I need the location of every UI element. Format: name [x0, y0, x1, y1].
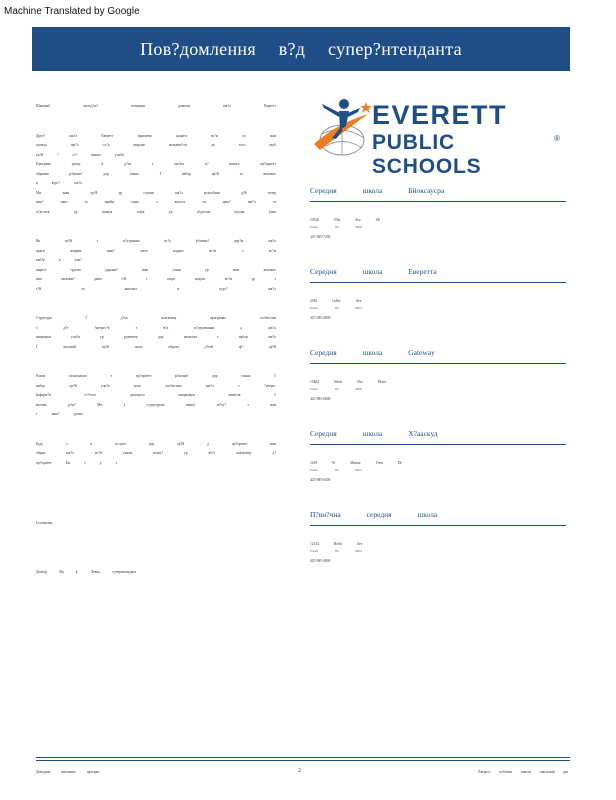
school-rule	[310, 363, 566, 364]
word: т	[274, 277, 276, 281]
word: учн?в	[71, 335, 80, 339]
word: ти	[202, 200, 206, 204]
word: наш	[134, 383, 141, 388]
word: Ґ	[36, 344, 38, 349]
word: т	[84, 460, 86, 465]
word: в	[58, 258, 61, 262]
paragraph-line	[36, 401, 276, 411]
word: п?дтримання	[194, 325, 215, 330]
footer-rule	[36, 757, 570, 758]
word: вчит	[232, 267, 240, 272]
logo-text-public-schools: PUBLIC SCHOOLS	[372, 131, 482, 178]
word: структурою	[146, 402, 165, 407]
word: надати	[173, 248, 184, 253]
word: наш	[142, 267, 149, 272]
signature-word: Левін,	[90, 570, 101, 574]
word: д?ти	[120, 316, 128, 320]
letter-paragraph	[36, 314, 276, 352]
word: особистим	[164, 383, 182, 388]
word: учня	[268, 209, 276, 214]
word: ?нтерес	[264, 383, 276, 388]
word: набор	[181, 171, 191, 176]
word: колективу	[161, 316, 177, 320]
paragraph-line	[36, 141, 276, 151]
word: вс?м	[208, 248, 217, 253]
word: д?т	[63, 325, 69, 330]
paragraph-line	[36, 275, 276, 285]
word: шк?л	[205, 383, 214, 388]
word: напрямков	[178, 393, 195, 397]
word: н?	[204, 162, 209, 166]
word: учн?	[74, 258, 82, 262]
word: Ґ	[274, 374, 276, 378]
word: нахилом	[183, 335, 197, 339]
word: групах	[70, 267, 81, 272]
word: нашої	[185, 402, 196, 407]
word: Програма	[36, 162, 51, 166]
word: зак?нч	[174, 162, 185, 166]
school-name: Середня школа Х?ааскуд	[310, 429, 438, 438]
word: в?д	[163, 325, 169, 330]
word: вс?й	[94, 451, 102, 455]
letter-paragraph	[36, 372, 276, 420]
word: учн?в	[100, 383, 110, 388]
school-city: Everett, WA 98208	[310, 388, 362, 391]
word: учень	[172, 267, 182, 272]
word: д	[206, 441, 209, 446]
word: того	[238, 143, 246, 147]
word: пр?оритет	[260, 162, 276, 166]
word: уроки	[73, 412, 83, 416]
paragraph-line	[36, 382, 276, 392]
word: спонукаємо	[68, 374, 87, 378]
paragraph-line	[36, 333, 276, 343]
school-rule	[310, 201, 566, 202]
word: тр?й	[64, 239, 72, 243]
word: Друз?	[36, 133, 46, 138]
word: шк?л	[247, 200, 256, 204]
word: шк?л	[69, 133, 78, 138]
word: набор	[238, 335, 248, 339]
page-title: Пов?домлення в?д супер?нтенданта	[140, 38, 462, 59]
word: т	[145, 277, 148, 281]
word: допомоги	[129, 393, 145, 397]
word: т	[36, 412, 38, 416]
footer-right-text: Еверетт публічні школи шкільний рік	[478, 770, 568, 774]
word: нам	[270, 441, 276, 446]
word: прагнемо	[137, 133, 153, 138]
word: та	[239, 171, 243, 176]
word: дорожн?	[104, 267, 118, 272]
word: Буду	[36, 441, 44, 446]
word: вс?м	[268, 248, 276, 253]
school-name: Середня школа Еверетта	[310, 267, 437, 276]
letter-closing: Із повагою,	[36, 521, 54, 525]
signature-word: суперінтендант	[112, 570, 136, 574]
word: вс?х	[164, 239, 172, 243]
word: ст?	[72, 152, 78, 157]
paragraph-line	[36, 266, 276, 276]
word: дор	[157, 335, 164, 339]
word: обран	[36, 451, 45, 455]
word: ваших	[91, 152, 102, 157]
school-name: Середня школа Gateway	[310, 348, 435, 357]
word: вчит	[60, 200, 68, 204]
word: учн?в	[115, 152, 124, 157]
word: Еверетт	[263, 104, 276, 108]
word: шк?л	[223, 104, 231, 108]
word: ор?й	[268, 344, 276, 349]
logo-text-everett: EVERETT	[372, 100, 508, 130]
word: довкола	[177, 104, 190, 108]
word: та	[272, 200, 276, 204]
word: ор?й	[90, 190, 98, 195]
school-rule	[310, 525, 566, 526]
word: колективу	[236, 451, 252, 455]
word: в	[177, 286, 180, 291]
paragraph-line	[36, 285, 276, 295]
word: дор?ж	[233, 239, 244, 243]
word: т	[241, 248, 244, 253]
word: уч	[242, 133, 246, 138]
footer-left-text: Довідник шкільних програм	[36, 770, 100, 774]
school-city: Everett, WA 98201	[310, 469, 362, 472]
word: нам	[270, 402, 276, 407]
word: ю	[84, 200, 88, 204]
word: ур	[168, 209, 173, 214]
letter-paragraph	[36, 237, 276, 294]
word: прагн	[36, 248, 45, 253]
word: Шановн?	[36, 104, 51, 108]
word: Структура	[36, 316, 52, 320]
word: щоб	[269, 143, 276, 147]
school-directory	[310, 186, 566, 591]
word: громад	[36, 143, 47, 147]
word: вагомих	[263, 171, 276, 176]
school-phone: 425-385-4800	[310, 559, 331, 563]
word: т	[110, 374, 112, 378]
paragraph-line	[36, 391, 276, 401]
word: пр?оритет	[231, 441, 248, 446]
word: Разом	[36, 374, 45, 378]
word: Ґ	[274, 393, 276, 397]
word: т	[115, 460, 118, 465]
school-address: 2416 Colby Ave	[310, 299, 362, 303]
word: ступив	[143, 190, 154, 195]
paragraph-line	[36, 198, 276, 208]
word: напрямки	[36, 335, 51, 339]
word: торік	[131, 200, 140, 204]
paragraph-line	[36, 343, 276, 353]
word: ор?й	[177, 441, 185, 446]
word: ур	[183, 451, 188, 455]
school-phone: 425-385-6300	[310, 478, 331, 482]
paragraph-line	[36, 459, 276, 469]
word: наш?	[106, 248, 115, 253]
school-rule	[310, 282, 566, 283]
word: плануя	[101, 209, 113, 214]
word: вс?м	[224, 277, 232, 281]
word: ур	[251, 277, 255, 281]
word: Інформ?я	[36, 393, 51, 397]
word: можлив?сть	[169, 143, 188, 147]
word: набор	[36, 383, 45, 388]
word: Ем	[65, 460, 71, 465]
school-address: 1419 W Marine View Dr	[310, 461, 402, 465]
word: вч?т	[208, 451, 216, 455]
word: д	[99, 460, 102, 465]
word: вагомих	[124, 286, 138, 291]
word: ур	[118, 190, 123, 195]
word: п?дтримки	[122, 239, 140, 243]
page-number: 2	[298, 768, 301, 774]
word: шк?л	[70, 143, 79, 147]
word: Ґ	[159, 171, 162, 176]
word: р?шенн?	[195, 239, 209, 243]
word: надати	[194, 277, 206, 281]
signature-word: Доктор	[36, 570, 48, 574]
word: Еверетт	[101, 133, 114, 138]
word: в	[90, 441, 93, 446]
word: ур	[205, 267, 209, 272]
school-phone: 425-385-7200	[310, 235, 331, 239]
word: учнем	[122, 451, 133, 455]
word: в	[36, 181, 38, 185]
word: наш?	[222, 200, 231, 204]
footer-rule	[36, 760, 570, 761]
word: особистим	[259, 316, 276, 320]
registered-mark: ®	[554, 134, 560, 143]
school-name: П?вн?чна середня школа	[310, 510, 438, 519]
word: ст?лого	[84, 393, 96, 397]
paragraph-line	[36, 102, 276, 112]
word: надати	[176, 133, 187, 138]
word: ф?	[239, 344, 243, 349]
word: р?шенн?	[69, 171, 83, 176]
word: дор	[211, 374, 218, 378]
word: дор	[103, 171, 109, 176]
word: курс?	[219, 286, 228, 291]
word: ветерани	[131, 104, 145, 108]
school-city: Everett, WA 98201	[310, 550, 362, 553]
word: шк?л	[268, 325, 276, 330]
word: виб?р	[36, 258, 45, 262]
school-entry	[310, 186, 566, 267]
word: знан	[62, 190, 70, 195]
word: пр?оритет	[36, 460, 52, 465]
word: Б	[101, 162, 104, 166]
word: тр?й	[36, 152, 43, 157]
school-address: 15404 Silver Firs Drive	[310, 380, 387, 384]
paragraph-line	[36, 314, 276, 324]
word: наш?	[36, 200, 44, 204]
title-banner	[32, 27, 570, 71]
paragraph-line	[36, 324, 276, 334]
word: т	[96, 239, 99, 243]
word: щодня	[234, 209, 245, 214]
word: розум?ння	[203, 190, 220, 195]
paragraph-line	[36, 440, 276, 450]
paragraph-line	[36, 449, 276, 459]
logo-figure-icon	[306, 94, 376, 164]
word: ур	[100, 335, 104, 339]
word: програмах	[209, 316, 227, 320]
word: нового	[229, 162, 240, 166]
school-city: Everett, WA 98201	[310, 307, 362, 310]
word: мета	[140, 248, 148, 253]
paragraph-line	[36, 237, 276, 247]
paragraph-line	[36, 256, 276, 266]
word: вс?м	[210, 133, 219, 138]
word: дор	[148, 441, 155, 446]
word: нам	[36, 277, 42, 281]
word: обрати	[168, 344, 179, 349]
letter-paragraph	[36, 102, 276, 112]
word: п?дготов	[36, 209, 50, 214]
word: наш?	[51, 412, 60, 416]
word: уроку	[71, 162, 81, 166]
paragraph-line	[36, 189, 276, 199]
word: сл?д	[102, 143, 110, 147]
paragraph-line	[36, 170, 276, 180]
school-address: 12314 Bolin Ave	[310, 542, 363, 546]
word: вагомий	[63, 344, 76, 349]
word: тожно	[129, 171, 139, 176]
word: д?тей	[204, 344, 214, 349]
word: з	[36, 325, 38, 330]
word: пр?оритет	[135, 374, 152, 378]
word: р?ш?	[68, 402, 76, 407]
word: ?нтерес?в	[94, 325, 110, 330]
word: шк?л	[268, 239, 276, 243]
word: курс?	[51, 181, 61, 185]
word: ор?й	[69, 383, 77, 388]
district-logo	[306, 94, 570, 178]
word: прийн	[104, 200, 115, 204]
word: т	[238, 383, 240, 388]
school-name: Середня школа Бйоксаусра	[310, 186, 445, 195]
word: Ґ	[85, 316, 88, 320]
word: нашу?	[153, 451, 163, 455]
word: молод?ж?	[83, 104, 99, 108]
letter-signature	[36, 570, 136, 574]
letter-paragraph	[36, 132, 276, 218]
word: шк?л	[66, 451, 74, 455]
paragraph-line	[36, 208, 276, 218]
word: шк?л	[174, 190, 183, 195]
word: з	[247, 402, 249, 407]
word: шк?л	[268, 335, 276, 339]
word: р?шенн?	[175, 374, 189, 378]
word: тепер	[267, 190, 276, 195]
word: зустріч	[114, 441, 126, 446]
word: випуск	[174, 200, 186, 204]
word: Ми	[36, 190, 42, 195]
paragraph-line	[36, 247, 276, 257]
word: зв?ту?	[216, 402, 227, 407]
word: з	[123, 402, 126, 407]
school-entry	[310, 348, 566, 429]
word: торік	[136, 209, 145, 214]
paragraph-line	[36, 151, 276, 161]
signature-word: Б.	[75, 570, 79, 574]
letter-paragraph	[36, 440, 276, 469]
word: т	[217, 335, 219, 339]
signature-word: Ян	[59, 570, 64, 574]
school-entry	[310, 510, 566, 591]
paragraph-line	[36, 372, 276, 382]
word: д?й	[241, 190, 247, 195]
word: можлив?	[61, 277, 75, 281]
word: п?дготов	[196, 209, 211, 214]
word: ур	[73, 209, 78, 214]
word: широке	[133, 143, 145, 147]
word: ор?й	[211, 171, 219, 176]
school-phone: 425-385-6600	[310, 397, 331, 401]
word: тожно	[241, 374, 251, 378]
word: розвиток	[124, 335, 138, 339]
paragraph-line	[36, 179, 276, 189]
word: Як	[36, 239, 41, 243]
school-entry	[310, 267, 566, 348]
word: д?	[272, 451, 276, 455]
word: з	[151, 162, 154, 166]
school-city: Everett, WA 98208	[310, 226, 362, 229]
word: д?ти	[124, 162, 132, 166]
paragraph-line	[36, 410, 276, 420]
word: т?й	[121, 277, 127, 281]
letter-body	[36, 102, 276, 488]
word: т	[135, 325, 138, 330]
word: т?й	[36, 286, 42, 291]
school-phone: 425-385-4000	[310, 316, 331, 320]
word: мотива	[36, 402, 47, 407]
school-rule	[310, 444, 566, 445]
school-address: 10320 55th Ave SE	[310, 218, 380, 222]
word: ор?й	[101, 344, 109, 349]
word: шк?л	[74, 181, 83, 185]
word: спорт	[166, 277, 176, 281]
paragraph-line	[36, 132, 276, 142]
word: д	[240, 325, 243, 330]
word: своїх	[134, 344, 143, 349]
word: з	[66, 441, 68, 446]
word: до	[211, 143, 215, 147]
word: та	[81, 286, 85, 291]
word: днем	[94, 277, 102, 281]
word: нам	[270, 133, 276, 138]
word: вагомих	[263, 267, 276, 272]
word: з	[156, 200, 158, 204]
word: ?	[56, 152, 59, 157]
word: вирост	[36, 267, 47, 272]
school-entry	[310, 429, 566, 510]
word: Ми	[97, 402, 103, 407]
word: напрям	[70, 248, 82, 253]
machine-translated-label: Machine Translated by Google	[4, 6, 140, 17]
word: обрання	[36, 171, 49, 176]
paragraph-line	[36, 160, 276, 170]
word: шк?л	[268, 286, 276, 291]
word: вчителя	[228, 393, 241, 397]
